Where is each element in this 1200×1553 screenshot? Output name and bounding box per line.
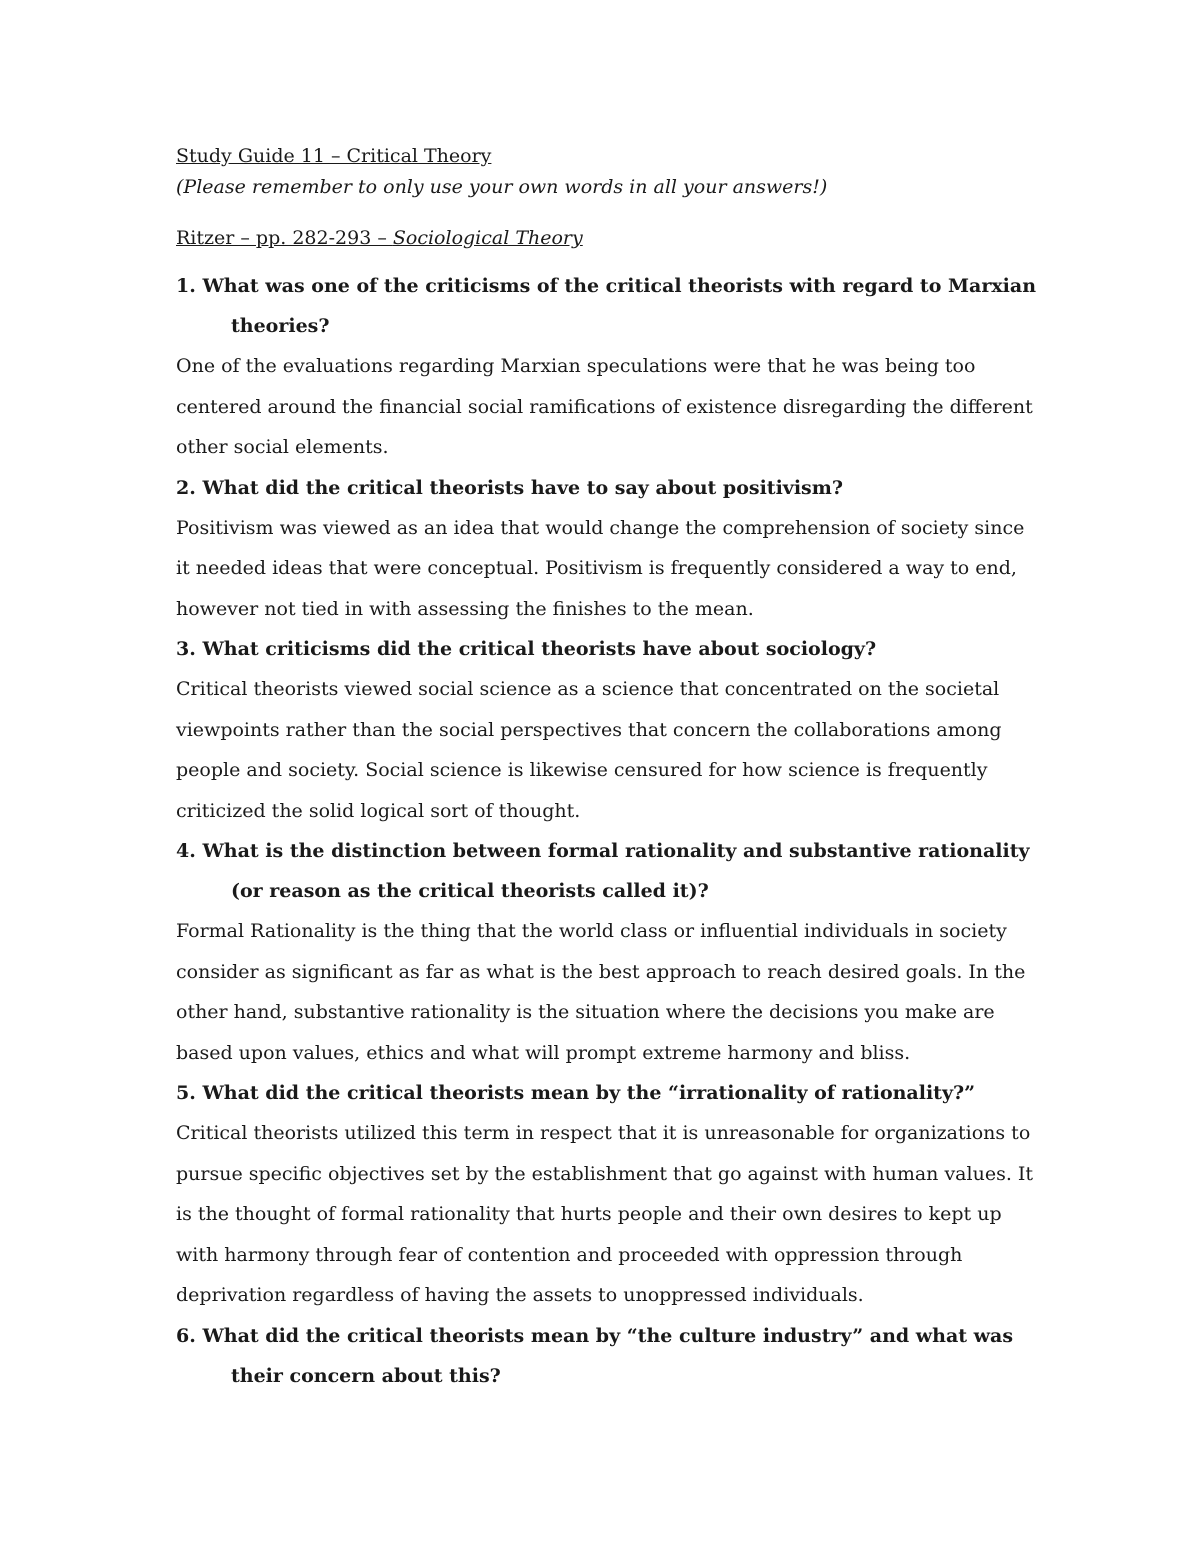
- answer-5: Critical theorists utilized this term in respect that it is unreasonable for organizations to pursue specific objectives set by the establishment that go against with human values. It is the thought of formal rationality that hurts people and their own desires to kept up with harmony through fear of contention and proceeded with oppression through deprivation regardless of having the assets to unoppressed individuals.: [176, 1122, 1034, 1306]
- question-4: 4. What is the distinction between formal rationality and substantive rationality (or reason as the critical theorists called it)?: [176, 840, 1030, 902]
- answer-1: One of the evaluations regarding Marxian speculations were that he was being too centered around the financial social ramifications of existence disregarding the different other social elements.: [176, 355, 1033, 458]
- question-6: 6. What did the critical theorists mean by “the culture industry” and what was their concern about this?: [176, 1324, 1014, 1387]
- question-5: 5. What did the critical theorists mean by the “irrationality of rationality?”: [176, 1082, 976, 1104]
- document-page: [176, 140, 1036, 1396]
- reading-book-title: Sociological Theory: [392, 227, 583, 249]
- question-block-4: [176, 831, 1036, 1073]
- question-2: 2. What did the critical theorists have to say about positivism?: [176, 476, 843, 499]
- answer-2: Positivism was viewed as an idea that would change the comprehension of society since it needed ideas that were conceptual. Positivism is frequently considered a way to end, however not tied in with assessing the finishes to the mean.: [176, 516, 1025, 620]
- question-block-3: [176, 629, 1036, 831]
- instruction-note: (Please remember to only use your own words in all your answers!): [176, 176, 828, 198]
- question-3: 3. What criticisms did the critical theorists have about sociology?: [176, 638, 877, 660]
- question-block-2: [176, 468, 1036, 630]
- question-block-1: [176, 266, 1036, 468]
- question-block-6: [176, 1316, 1036, 1396]
- question-1: 1. What was one of the criticisms of the critical theorists with regard to Marxian theories?: [176, 275, 1037, 337]
- answer-3: Critical theorists viewed social science as a science that concentrated on the societal viewpoints rather than the social perspectives that concern the collaborations among people and society. Social science is likewise censured for how science is frequently criticized the solid logical sort of thought.: [176, 678, 1002, 822]
- reading-pages: Ritzer – pp. 282-293 –: [176, 227, 393, 249]
- document-title: Study Guide 11 – Critical Theory: [176, 145, 492, 167]
- question-block-5: [176, 1073, 1036, 1316]
- reading-source: [176, 222, 1036, 254]
- answer-4: Formal Rationality is the thing that the world class or influential individuals in society consider as significant as far as what is the best approach to reach desired goals. In the other hand, substantive rationality is the situation where the decisions you make are based upon values, ethics and what will prompt extreme harmony and bliss.: [176, 920, 1026, 1064]
